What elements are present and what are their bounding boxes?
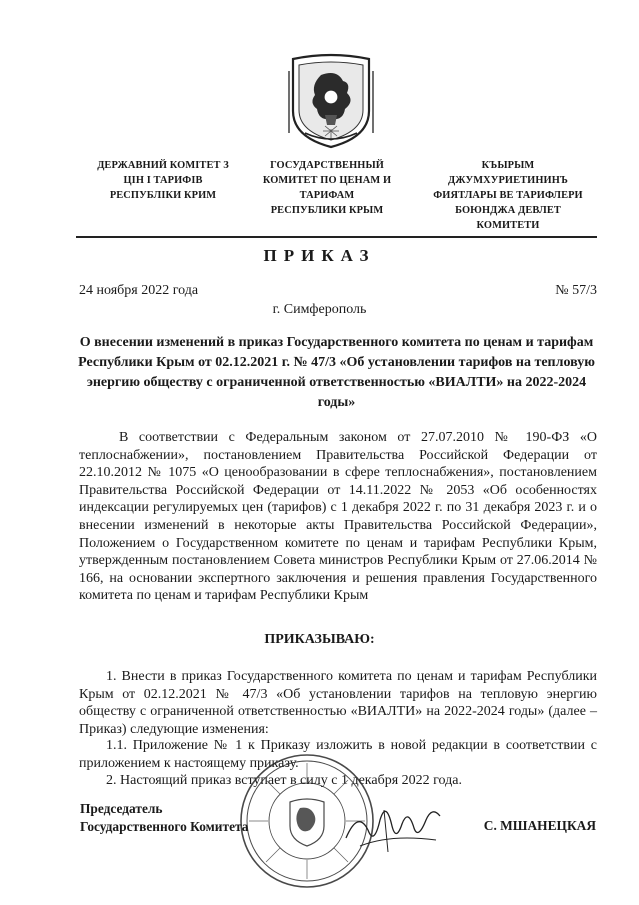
order-subject: О внесении изменений в приказ Государственного комитета по ценам и тарифам Республики Крым от 02.12.2021 г. № 47/3 «Об установлении тарифов на тепловую энергию обществу с ограниченной ответственностью «ВИАЛТИ» на 2022-2024 годы»: [78, 335, 595, 410]
decree-heading: ПРИКАЗЫВАЮ:: [264, 632, 375, 647]
order-date: 24 ноября 2022 года: [79, 283, 199, 298]
order-number: № 57/3: [555, 283, 597, 298]
signatory-name: С. МШАНЕЦКАЯ: [483, 818, 596, 833]
item-2-paragraph: 2. Настоящий приказ вступает в силу с 1 декабря 2022 года.: [106, 773, 462, 788]
item-1-1-paragraph: 1.1. Приложение № 1 к Приказу изложить в новой редакции в соответствии с приложением к настоящему приказу.: [79, 738, 597, 771]
handwritten-signature: [340, 790, 450, 860]
order-title: ПРИКАЗ: [263, 246, 376, 265]
coat-of-arms-emblem: [285, 53, 377, 149]
header-russian: ГОСУДАРСТВЕННЫЙ КОМИТЕТ ПО ЦЕНАМ И ТАРИФАМ РЕСПУБЛИКИ КРЫМ: [262, 160, 392, 216]
header-ukrainian: ДЕРЖАВНИЙ КОМІТЕТ З ЦІН І ТАРИФІВ РЕСПУБЛІКИ КРИМ: [97, 160, 229, 201]
item-1-paragraph: 1. Внести в приказ Государственного комитета по ценам и тарифам Республики Крым от 02.12.2021 № 47/3 «Об установлении тарифов на тепловую энергию обществу с ограниченной ответственностью «ВИАЛТИ» на 2022-2024 годы» (далее – Приказ) следующие изменения:: [79, 669, 597, 737]
preamble-paragraph: В соответствии с Федеральным законом от 27.07.2010 № 190-ФЗ «О теплоснабжении», постановлением Правительства Российской Федерации от 22.10.2012 № 1075 «О ценообразовании в сфере теплоснабжения», постановлением Правительства Российской Федерации от 14.11.2022 № 2053 «Об особенностях индексации регулируемых цен (тарифов) с 1 декабря 2022 г. по 31 декабря 2023 г. и о внесении изменений в некоторые акты Правительства Российской Федерации», Положением о Государственном комитете по ценам и тарифам Республики Крым, утвержденным постановлением Совета министров Республики Крым от 27.06.2014 № 166, на основании экспертного заключения и решения правления Государственного комитета по ценам и тарифам Республики Крым: [79, 430, 597, 604]
signatory-position: Председатель Государственного Комитета: [80, 801, 249, 834]
order-city: г. Симферополь: [272, 302, 367, 317]
header-crimean-tatar: КЪЫРЫМ ДЖУМХУРИЕТИНИНЪ ФИЯТЛАРЫ ВЕ ТАРИФЛЕРИ БОЮНДЖА ДЕВЛЕТ КОМИТЕТИ: [433, 160, 583, 231]
header-divider: [76, 236, 597, 238]
